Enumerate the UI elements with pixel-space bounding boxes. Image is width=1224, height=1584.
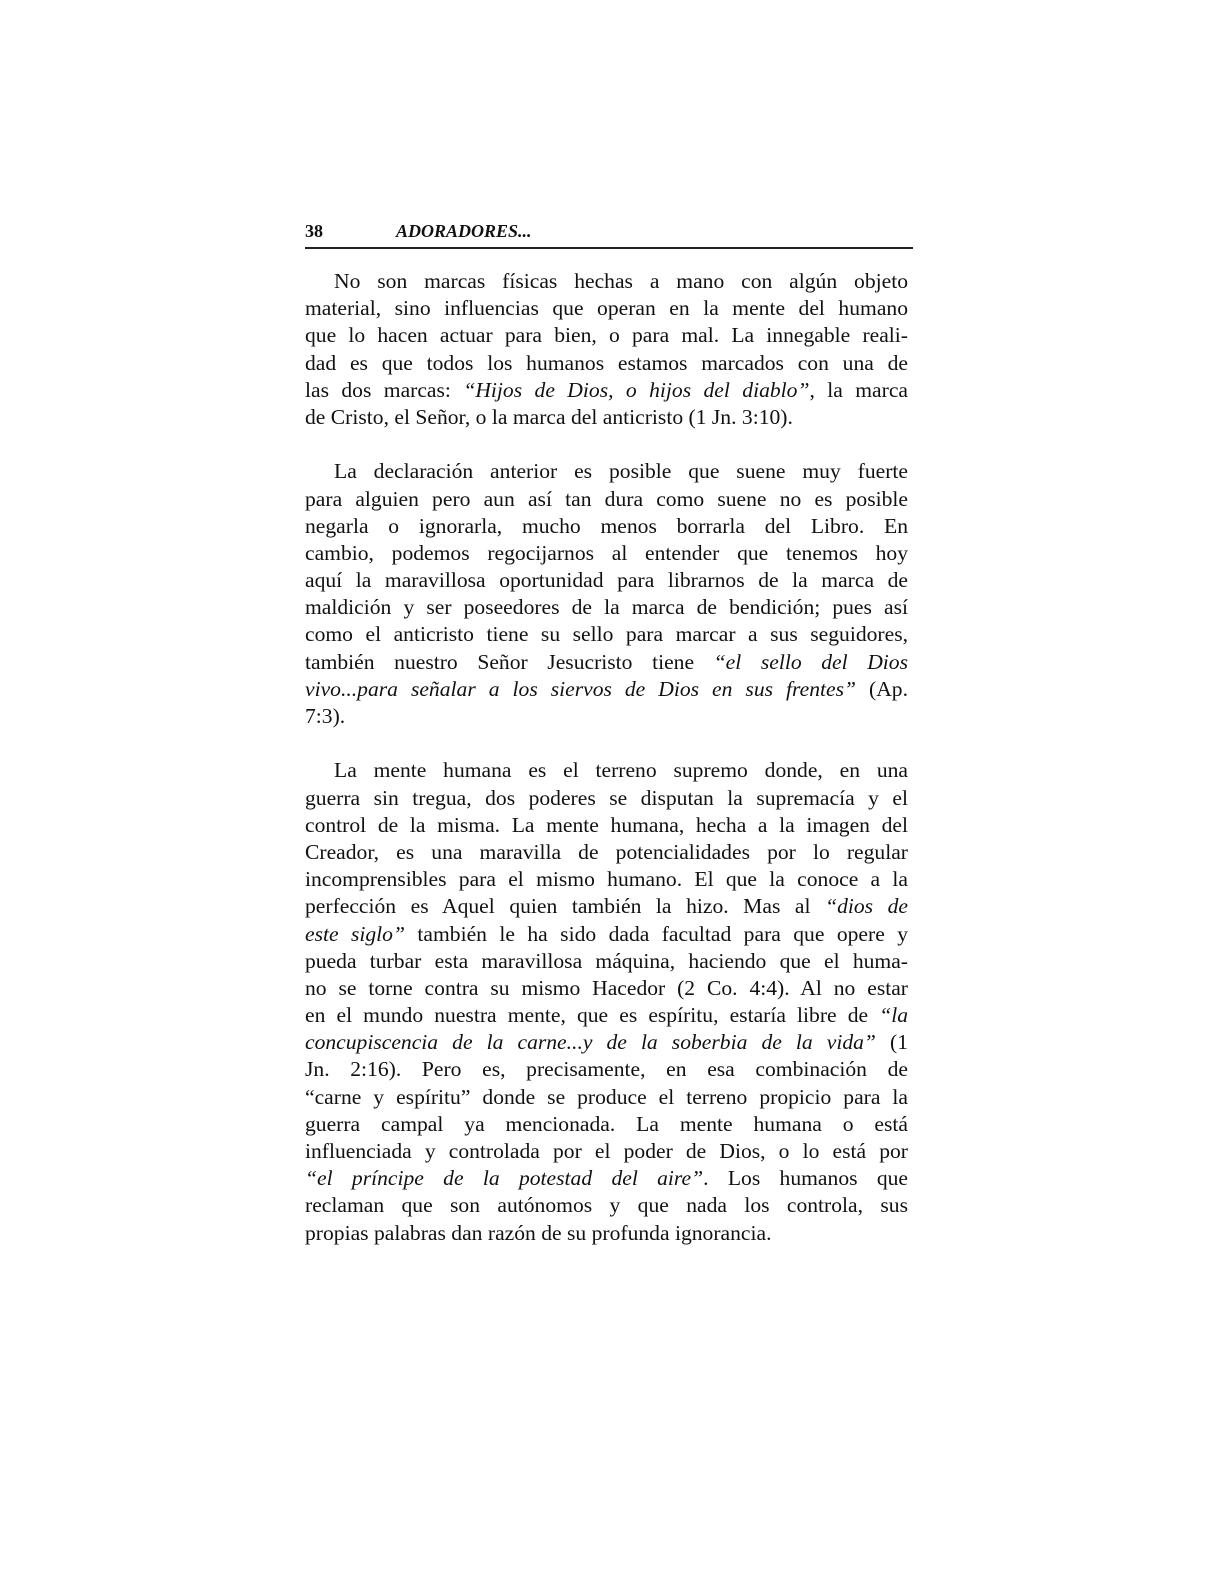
text-line bbox=[305, 1220, 908, 1247]
text-span: no se torne contra su mismo Hacedor (2 Co. 4:4). Al no estar bbox=[305, 975, 908, 1000]
text-span: No son marcas físicas hechas a mano con algún objeto bbox=[334, 269, 908, 293]
text-line bbox=[305, 1029, 908, 1056]
text-span: Jn. 2:16). Pero es, precisamente, en esa combinación de bbox=[305, 1057, 908, 1082]
paragraph bbox=[305, 268, 908, 431]
italic-quote: “el sello del Dios bbox=[713, 649, 908, 674]
text-line bbox=[305, 921, 908, 948]
italic-quote: este siglo” bbox=[305, 921, 405, 946]
text-span: en el mundo nuestra mente, que es espíritu, estaría libre de bbox=[305, 1003, 880, 1028]
text-line bbox=[305, 676, 908, 703]
text-span: las dos marcas: bbox=[305, 377, 464, 402]
text-line bbox=[305, 649, 908, 676]
text-span: (1 bbox=[875, 1030, 909, 1055]
text-span: Creador, es una maravilla de potencialidades por lo regular bbox=[305, 839, 908, 864]
text-line bbox=[305, 839, 908, 866]
text-span: cambio, podemos regocijarnos al entender que tenemos hoy bbox=[305, 540, 908, 565]
text-line bbox=[305, 1165, 908, 1192]
body-text bbox=[305, 268, 908, 1247]
text-span: aquí la maravillosa oportunidad para librarnos de la marca de bbox=[305, 568, 908, 593]
italic-quote: “la bbox=[879, 1003, 908, 1028]
text-span: también le ha sido dada facultad para que opere y bbox=[405, 921, 909, 946]
paragraph bbox=[305, 757, 908, 1246]
paragraph-gap bbox=[305, 431, 908, 458]
text-span: La mente humana es el terreno supremo donde, en una bbox=[334, 758, 908, 783]
text-line bbox=[305, 350, 908, 377]
text-line bbox=[305, 377, 908, 404]
paragraph bbox=[305, 458, 908, 730]
text-span: como el anticristo tiene su sello para marcar a sus seguidores, bbox=[305, 622, 908, 647]
running-title: ADORADORES... bbox=[396, 221, 532, 241]
page-header bbox=[305, 219, 913, 245]
page-number: 38 bbox=[305, 221, 323, 241]
text-line bbox=[305, 1084, 908, 1111]
text-span: maldición y ser poseedores de la marca de bendición; pues así bbox=[305, 595, 908, 620]
text-span: negarla o ignorarla, mucho menos borrarla del Libro. En bbox=[305, 513, 908, 538]
text-line bbox=[305, 866, 908, 893]
text-line bbox=[305, 812, 908, 839]
text-span: 7:3). bbox=[305, 704, 346, 728]
text-span: . Los humanos que bbox=[703, 1166, 909, 1191]
text-span: también nuestro Señor Jesucristo tiene bbox=[305, 649, 714, 674]
text-line bbox=[305, 1138, 908, 1165]
text-span: (Ap. bbox=[856, 676, 908, 701]
text-line bbox=[305, 295, 908, 322]
text-line bbox=[305, 975, 908, 1002]
text-span: incomprensibles para el mismo humano. El que la conoce a la bbox=[305, 867, 908, 892]
text-span: dad es que todos los humanos estamos marcados con una de bbox=[305, 350, 908, 375]
text-line bbox=[305, 513, 908, 540]
paragraph-gap bbox=[305, 730, 908, 757]
text-line bbox=[305, 621, 908, 648]
text-line bbox=[305, 567, 908, 594]
text-span: pueda turbar esta maravillosa máquina, haciendo que el huma- bbox=[305, 948, 908, 973]
italic-quote: “Hijos de Dios, o hijos del diablo” bbox=[463, 377, 810, 402]
text-span: influenciada y controlada por el poder de Dios, o lo está por bbox=[305, 1139, 908, 1163]
text-line bbox=[305, 268, 908, 295]
text-span: “carne y espíritu” donde se produce el terreno propicio para la bbox=[305, 1084, 908, 1109]
text-line bbox=[305, 322, 908, 349]
text-span: que lo hacen actuar para bien, o para mal. La innegable reali- bbox=[305, 323, 908, 348]
text-line bbox=[305, 404, 908, 431]
text-span: propias palabras dan razón de su profunda ignorancia. bbox=[305, 1220, 772, 1245]
text-line bbox=[305, 1111, 908, 1138]
text-line bbox=[305, 893, 908, 920]
text-line bbox=[305, 1002, 908, 1029]
text-line bbox=[305, 594, 908, 621]
text-span: guerra sin tregua, dos poderes se disputan la supremacía y el bbox=[305, 785, 908, 810]
text-span: de Cristo, el Señor, o la marca del anticristo (1 Jn. 3:10). bbox=[305, 404, 793, 429]
text-span: material, sino influencias que operan en la mente del humano bbox=[305, 296, 908, 321]
italic-quote: vivo...para señalar a los siervos de Dios en sus frentes” bbox=[305, 676, 857, 701]
italic-quote: concupiscencia de la carne...y de la soberbia de la vida” bbox=[305, 1030, 876, 1055]
text-span: perfección es Aquel quien también la hizo. Mas al bbox=[305, 894, 826, 919]
italic-quote: “dios de bbox=[825, 894, 908, 919]
text-line bbox=[305, 458, 908, 485]
text-span: reclaman que son autónomos y que nada los controla, sus bbox=[305, 1193, 908, 1218]
header-rule bbox=[305, 247, 913, 249]
text-span: La declaración anterior es posible que suene muy fuerte bbox=[334, 459, 908, 484]
text-span: guerra campal ya mencionada. La mente humana o está bbox=[305, 1111, 908, 1136]
text-line bbox=[305, 1056, 908, 1083]
text-line bbox=[305, 703, 908, 730]
italic-quote: “el príncipe de la potestad del aire” bbox=[305, 1166, 704, 1191]
text-line bbox=[305, 948, 908, 975]
text-span: control de la misma. La mente humana, hecha a la imagen del bbox=[305, 812, 908, 837]
text-span: para alguien pero aun así tan dura como suene no es posible bbox=[305, 486, 908, 511]
text-span: , la marca bbox=[809, 377, 908, 402]
text-line bbox=[305, 540, 908, 567]
text-line bbox=[305, 1192, 908, 1219]
text-line bbox=[305, 757, 908, 784]
text-line bbox=[305, 785, 908, 812]
text-line bbox=[305, 486, 908, 513]
